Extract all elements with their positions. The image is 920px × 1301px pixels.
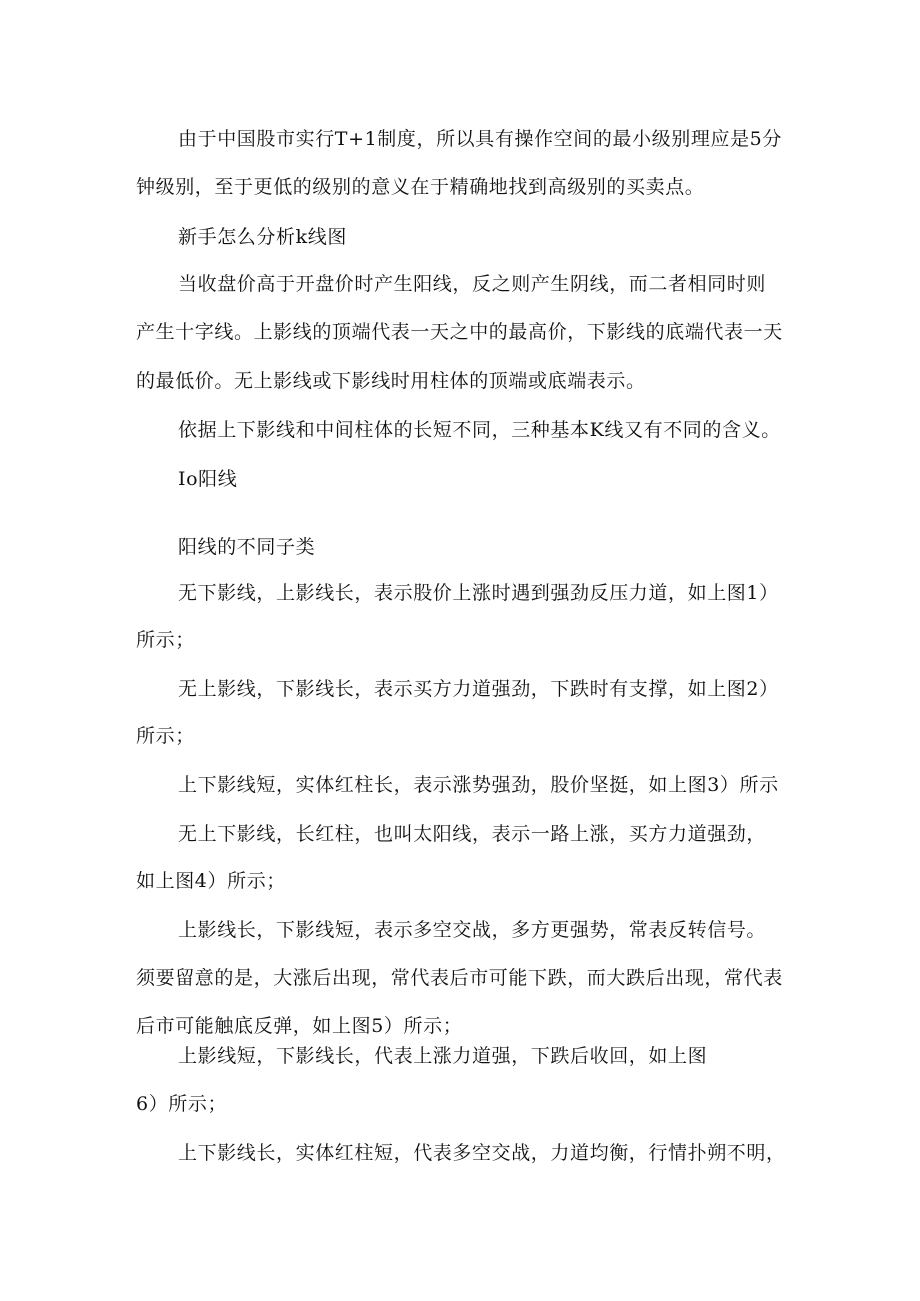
paragraph-line-16: 后市可能触底反弹，如上图5）所示； <box>136 1015 463 1037</box>
paragraph-line-12: 无上下影线，长红柱，也叫太阳线，表示一路上涨，买方力道强劲， <box>178 823 767 845</box>
paragraph-line-17: 上影线短，下影线长，代表上涨力道强，下跌后收回，如上图 <box>178 1045 708 1067</box>
paragraph-line-3: 当收盘价高于开盘价时产生阳线，反之则产生阴线，而二者相同时则 <box>178 273 767 295</box>
paragraph-line-13: 如上图4）所示； <box>136 870 286 892</box>
paragraph-line-7: 无下影线，上影线长，表示股价上涨时遇到强劲反压力道，如上图1） <box>178 582 779 604</box>
paragraph-line-19: 上下影线长，实体红柱短，代表多空交战，力道均衡，行情扑朔不明， <box>178 1142 786 1164</box>
paragraph-line-8: 所示； <box>136 629 195 651</box>
paragraph-line-6: 依据上下影线和中间柱体的长短不同，三种基本K线又有不同的含义。 <box>178 419 781 441</box>
paragraph-line-9: 无上影线，下影线长，表示买方力道强劲，下跌时有支撑，如上图2） <box>178 678 779 700</box>
paragraph-line-10: 所示； <box>136 725 195 747</box>
paragraph-line-4: 产生十字线。上影线的顶端代表一天之中的最高价，下影线的底端代表一天 <box>136 321 783 343</box>
paragraph-line-14: 上影线长，下影线短，表示多空交战，多方更强势，常表反转信号。 <box>178 919 767 941</box>
paragraph-line-1: 由于中国股市实行T+1制度，所以具有操作空间的最小级别理应是5分 <box>178 128 782 150</box>
paragraph-line-5: 的最低价。无上影线或下影线时用柱体的顶端或底端表示。 <box>136 370 646 392</box>
paragraph-line-11: 上下影线短，实体红柱长，表示涨势强劲，股价坚挺，如上图3）所示 <box>178 774 779 796</box>
section-heading-yang: Io阳线 <box>178 468 238 490</box>
section-heading-subtypes: 阳线的不同子类 <box>178 536 316 558</box>
paragraph-line-2: 钟级别，至于更低的级别的意义在于精确地找到高级别的买卖点。 <box>136 176 705 198</box>
paragraph-line-15: 须要留意的是，大涨后出现，常代表后市可能下跌，而大跌后出现，常代表 <box>136 967 783 989</box>
paragraph-line-18: 6）所示； <box>136 1093 228 1115</box>
section-heading-kline: 新手怎么分析k线图 <box>178 226 347 248</box>
